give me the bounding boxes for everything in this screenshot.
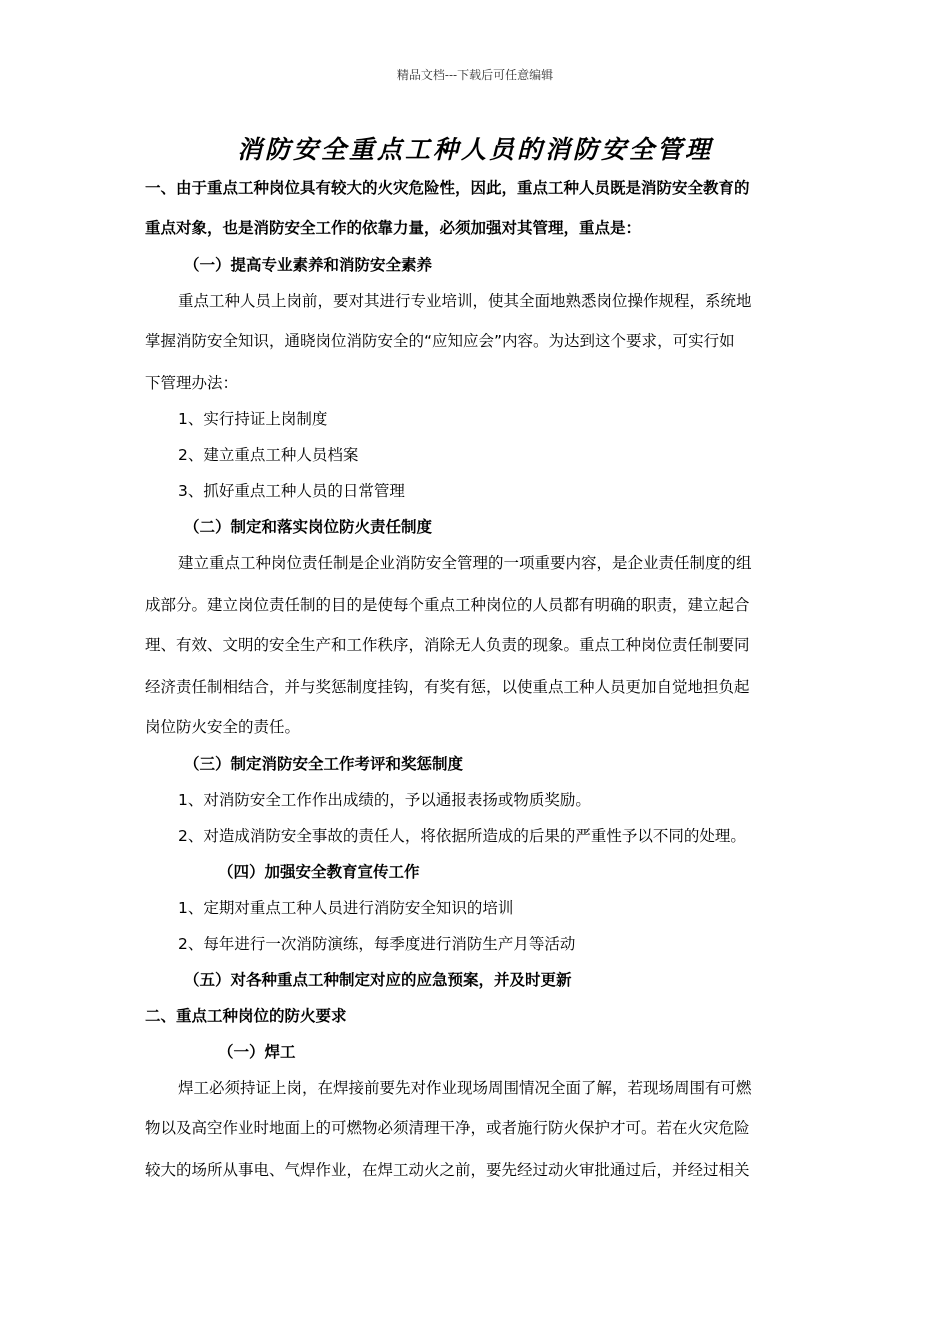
section-heading-continued: 重点对象，也是消防安全工作的依靠力量，必须加强对其管理，重点是： (145, 219, 642, 237)
subsection-heading: （四）加强安全教育宣传工作 (218, 863, 420, 881)
paragraph-line: 岗位防火安全的责任。 (145, 718, 301, 736)
paragraph-line: 下管理办法： (145, 374, 239, 392)
list-item: 2、每年进行一次消防演练，每季度进行消防生产月等活动 (178, 935, 576, 953)
paragraph-line: 重点工种人员上岗前，要对其进行专业培训，使其全面地熟悉岗位操作规程，系统地 (178, 292, 752, 310)
list-item: 1、实行持证上岗制度 (178, 410, 328, 428)
paragraph-line: 掌握消防安全知识，通晓岗位消防安全的“应知应会”内容。为达到这个要求，可实行如 (145, 332, 735, 350)
section-heading: 二、重点工种岗位的防火要求 (145, 1007, 347, 1025)
list-item: 2、对造成消防安全事故的责任人，将依据所造成的后果的严重性予以不同的处理。 (178, 827, 746, 845)
subsection-heading: （一）焊工 (218, 1043, 296, 1061)
subsection-heading: （二）制定和落实岗位防火责任制度 (184, 518, 433, 536)
paragraph-line: 较大的场所从事电、气焊作业，在焊工动火之前，要先经过动火审批通过后，并经过相关 (145, 1161, 750, 1179)
paragraph-line: 物以及高空作业时地面上的可燃物必须清理干净，或者施行防火保护才可。若在火灾危险 (145, 1119, 750, 1137)
document-title: 消防安全重点工种人员的消防安全管理 (236, 135, 713, 164)
list-item: 1、定期对重点工种人员进行消防安全知识的培训 (178, 899, 514, 917)
list-item: 3、抓好重点工种人员的日常管理 (178, 482, 405, 500)
paragraph-line: 焊工必须持证上岗，在焊接前要先对作业现场周围情况全面了解，若现场周围有可燃 (178, 1079, 752, 1097)
paragraph-line: 成部分。建立岗位责任制的目的是使每个重点工种岗位的人员都有明确的职责，建立起合 (145, 596, 750, 614)
list-item: 1、对消防安全工作作出成绩的，予以通报表扬或物质奖励。 (178, 791, 591, 809)
section-heading: 一、由于重点工种岗位具有较大的火灾危险性，因此，重点工种人员既是消防安全教育的 (145, 179, 750, 197)
header-note: 精品文档---下载后可任意编辑 (396, 68, 554, 82)
paragraph-line: 经济责任制相结合，并与奖惩制度挂钩，有奖有惩，以使重点工种人员更加自觉地担负起 (145, 678, 750, 696)
list-item: 2、建立重点工种人员档案 (178, 446, 359, 464)
paragraph-line: 理、有效、文明的安全生产和工作秩序，消除无人负责的现象。重点工种岗位责任制要同 (145, 636, 750, 654)
paragraph-line: 建立重点工种岗位责任制是企业消防安全管理的一项重要内容，是企业责任制度的组 (178, 554, 752, 572)
subsection-heading: （一）提高专业素养和消防安全素养 (184, 256, 433, 274)
subsection-heading: （三）制定消防安全工作考评和奖惩制度 (184, 755, 464, 773)
subsection-heading: （五）对各种重点工种制定对应的应急预案，并及时更新 (184, 971, 572, 989)
